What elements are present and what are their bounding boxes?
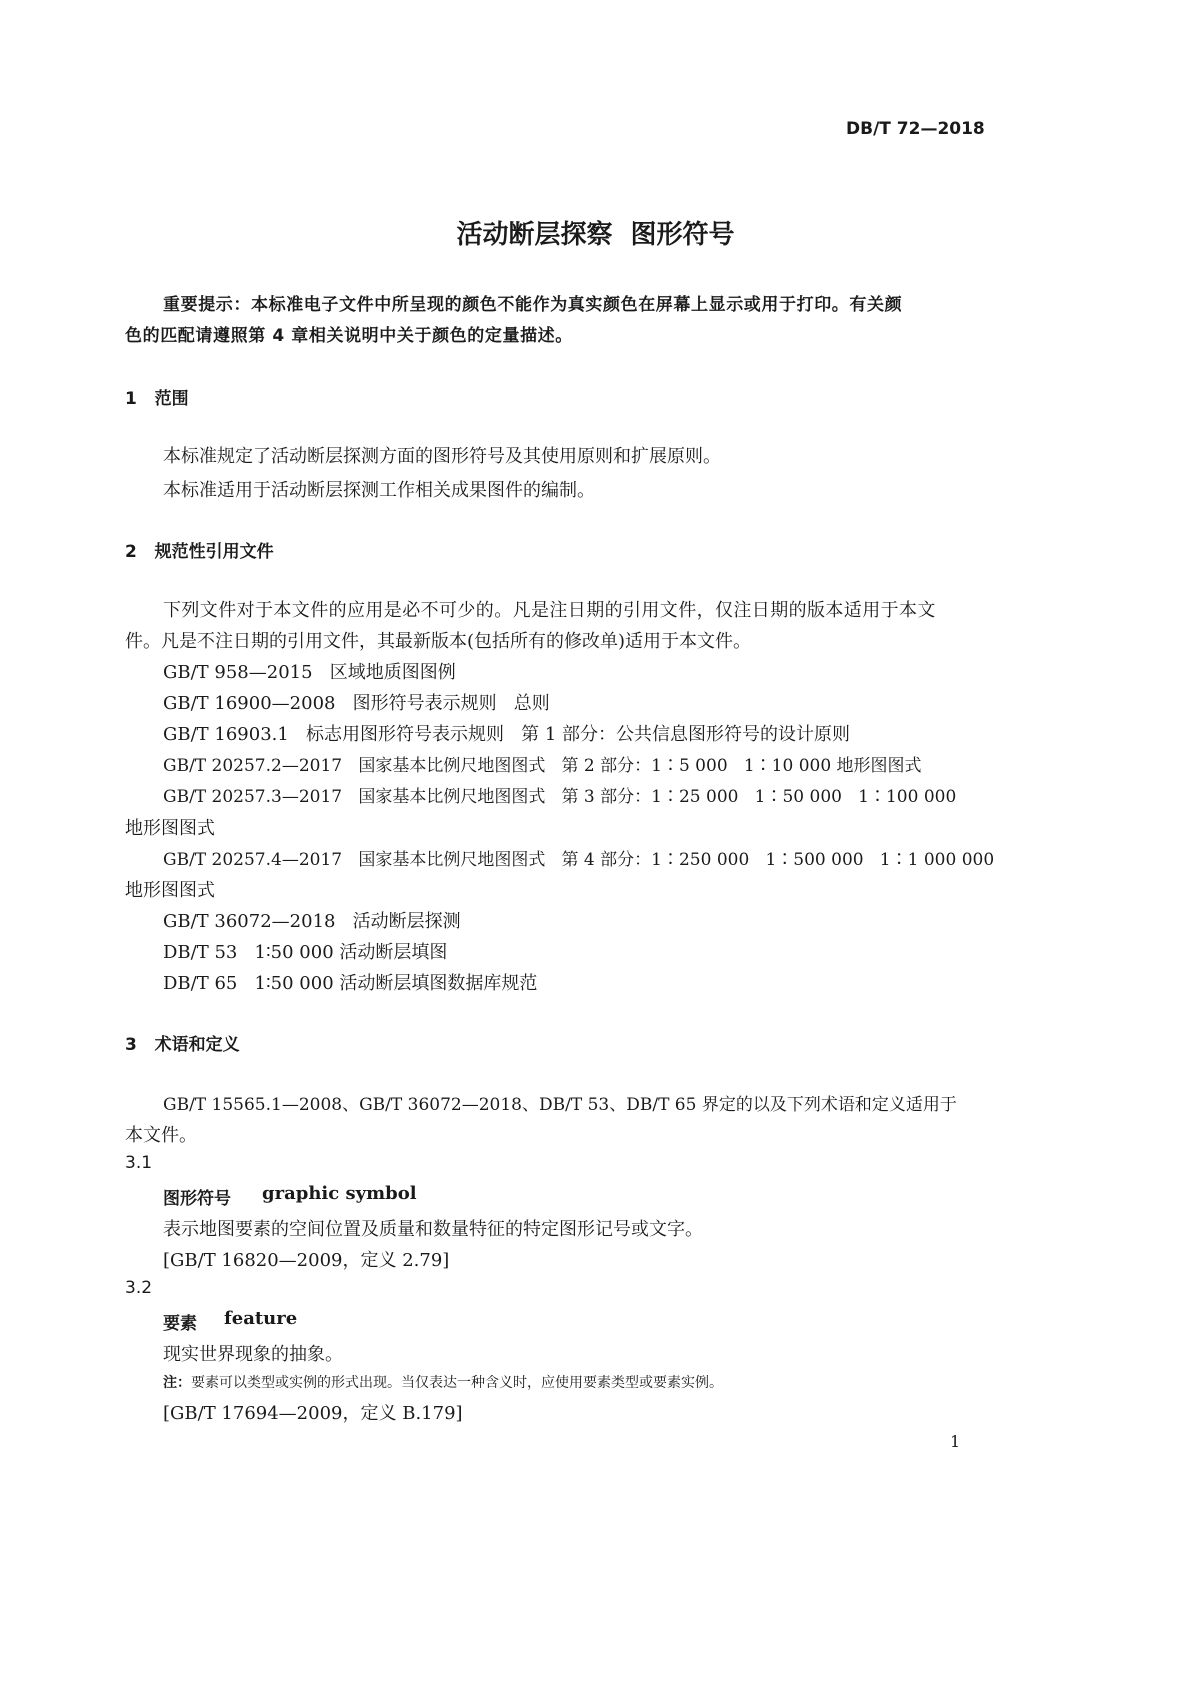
page-title: 活动断层探察 图形符号 — [456, 220, 735, 250]
section-3-heading: 3 术语和定义 — [125, 1035, 240, 1055]
term-note — [163, 1372, 723, 1392]
section-1-paragraph-2: 本标准适用于活动断层探测工作相关成果图件的编制。 — [163, 480, 595, 501]
term-name-zh: 图形符号 — [163, 1189, 231, 1209]
term-name-zh: 要素 — [163, 1314, 197, 1334]
term-definition: 表示地图要素的空间位置及质量和数量特征的特定图形记号或文字。 — [163, 1219, 703, 1240]
notice-line-1: 重要提示：本标准电子文件中所呈现的颜色不能作为真实颜色在屏幕上显示或用于打印。有关颜 — [163, 295, 903, 315]
normative-reference-continuation: 地形图图式 — [125, 880, 215, 901]
normative-reference: GB/T 20257.3—2017 国家基本比例尺地图图式 第 3 部分：1∶25 000 1∶50 000 1∶100 000 — [163, 787, 957, 807]
normative-reference: GB/T 20257.2—2017 国家基本比例尺地图图式 第 2 部分：1∶5 000 1∶10 000 地形图图式 — [163, 756, 922, 776]
term-name-en: graphic symbol — [262, 1183, 417, 1204]
section-2-heading: 2 规范性引用文件 — [125, 542, 274, 562]
term-source: [GB/T 16820—2009，定义 2.79] — [163, 1250, 450, 1271]
term-source: [GB/T 17694—2009，定义 B.179] — [163, 1403, 463, 1424]
normative-reference-continuation: 地形图图式 — [125, 818, 215, 839]
note-text: 要素可以类型或实例的形式出现。当仅表达一种含义时，应使用要素类型或要素实例。 — [191, 1375, 723, 1391]
section-2-intro-line-1: 下列文件对于本文件的应用是必不可少的。凡是注日期的引用文件，仅注日期的版本适用于本文 — [163, 600, 936, 621]
normative-reference: GB/T 958—2015 区域地质图图例 — [163, 662, 456, 683]
term-name-en: feature — [224, 1308, 298, 1329]
normative-reference: GB/T 20257.4—2017 国家基本比例尺地图图式 第 4 部分：1∶250 000 1∶500 000 1∶1 000 000 — [163, 850, 995, 870]
section-3-intro-line-2: 本文件。 — [125, 1125, 197, 1146]
term-number: 3.1 — [125, 1153, 153, 1173]
normative-reference: DB/T 53 1∶50 000 活动断层填图 — [163, 942, 448, 963]
normative-reference: GB/T 16903.1 标志用图形符号表示规则 第 1 部分：公共信息图形符号的设计原则 — [163, 724, 851, 745]
section-3-intro-line-1: GB/T 15565.1—2008、GB/T 36072—2018、DB/T 53、DB/T 65 界定的以及下列术语和定义适用于 — [163, 1095, 957, 1115]
page-number: 1 — [950, 1432, 961, 1451]
note-label: 注： — [163, 1375, 191, 1391]
section-1-heading: 1 范围 — [125, 389, 189, 409]
section-1-paragraph-1: 本标准规定了活动断层探测方面的图形符号及其使用原则和扩展原则。 — [163, 446, 721, 467]
notice-line-2: 色的匹配请遵照第 4 章相关说明中关于颜色的定量描述。 — [125, 326, 573, 346]
normative-reference: GB/T 36072—2018 活动断层探测 — [163, 911, 461, 932]
term-definition: 现实世界现象的抽象。 — [163, 1344, 343, 1365]
term-number: 3.2 — [125, 1278, 153, 1298]
standard-code: DB/T 72—2018 — [846, 119, 985, 139]
section-2-intro-line-2: 件。凡是不注日期的引用文件，其最新版本(包括所有的修改单)适用于本文件。 — [125, 631, 752, 652]
normative-reference: GB/T 16900—2008 图形符号表示规则 总则 — [163, 693, 550, 714]
normative-reference: DB/T 65 1∶50 000 活动断层填图数据库规范 — [163, 973, 538, 994]
